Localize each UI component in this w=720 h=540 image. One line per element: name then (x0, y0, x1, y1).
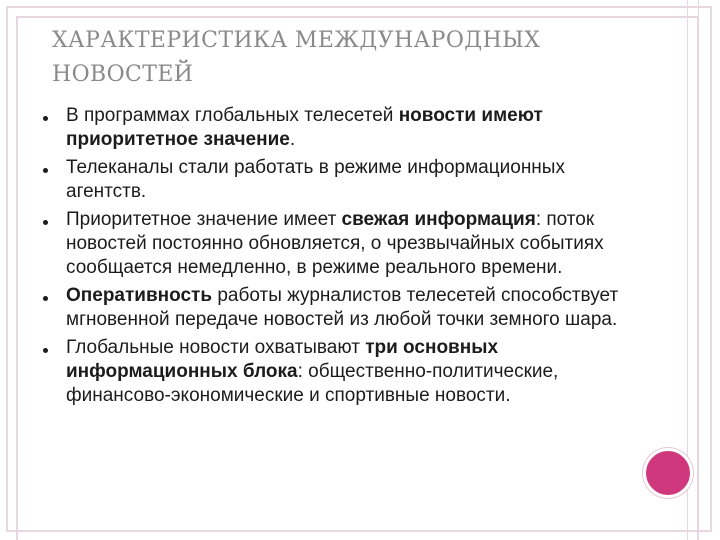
bullet-dot-icon (43, 116, 48, 121)
bullet-text: В программах глобальных телесетей (66, 105, 399, 126)
bullet-bold-text: свежая информация (341, 209, 536, 230)
bullet-item (38, 284, 638, 332)
bullet-item (38, 336, 638, 408)
bullet-text: Приоритетное значение имеет (66, 209, 342, 230)
bullet-list (38, 104, 638, 408)
bullet-dot-icon (43, 296, 48, 301)
bullet-text: Телеканалы стали работать в режиме информационных агентств. (66, 157, 565, 202)
bullet-dot-icon (43, 220, 48, 225)
bullet-text: Глобальные новости охватывают (66, 337, 366, 358)
slide-content (38, 104, 638, 412)
decorative-circle-icon (643, 448, 693, 498)
slide-title (52, 24, 652, 92)
bullet-dot-icon (43, 348, 48, 353)
bullet-item (38, 208, 638, 280)
slide-title-line-2: НОВОСТЕЙ (52, 62, 194, 87)
bullet-bold-text: три основных информационных блока (66, 337, 499, 382)
bullet-text: . (289, 129, 296, 150)
bullet-bold-text: новости имеют приоритетное значение (66, 105, 543, 150)
bullet-item (38, 156, 638, 204)
bullet-text: : общественно-политические, финансово-экономические и спортивные новости. (66, 361, 559, 406)
bullet-text: : поток новостей постоянно обновляется, о чрезвычайных событиях сообщается немедленно, в режиме реального времени. (66, 209, 604, 278)
bullet-bold-text: Оперативность (66, 285, 213, 306)
bullet-item (38, 104, 638, 152)
slide-title-line-1: ХАРАКТЕРИСТИКА МЕЖДУНАРОДНЫХ (52, 28, 541, 53)
bullet-text: работы журналистов телесетей способствует мгновенной передаче новостей из любой точки земного шара. (66, 285, 619, 330)
bullet-dot-icon (43, 168, 48, 173)
